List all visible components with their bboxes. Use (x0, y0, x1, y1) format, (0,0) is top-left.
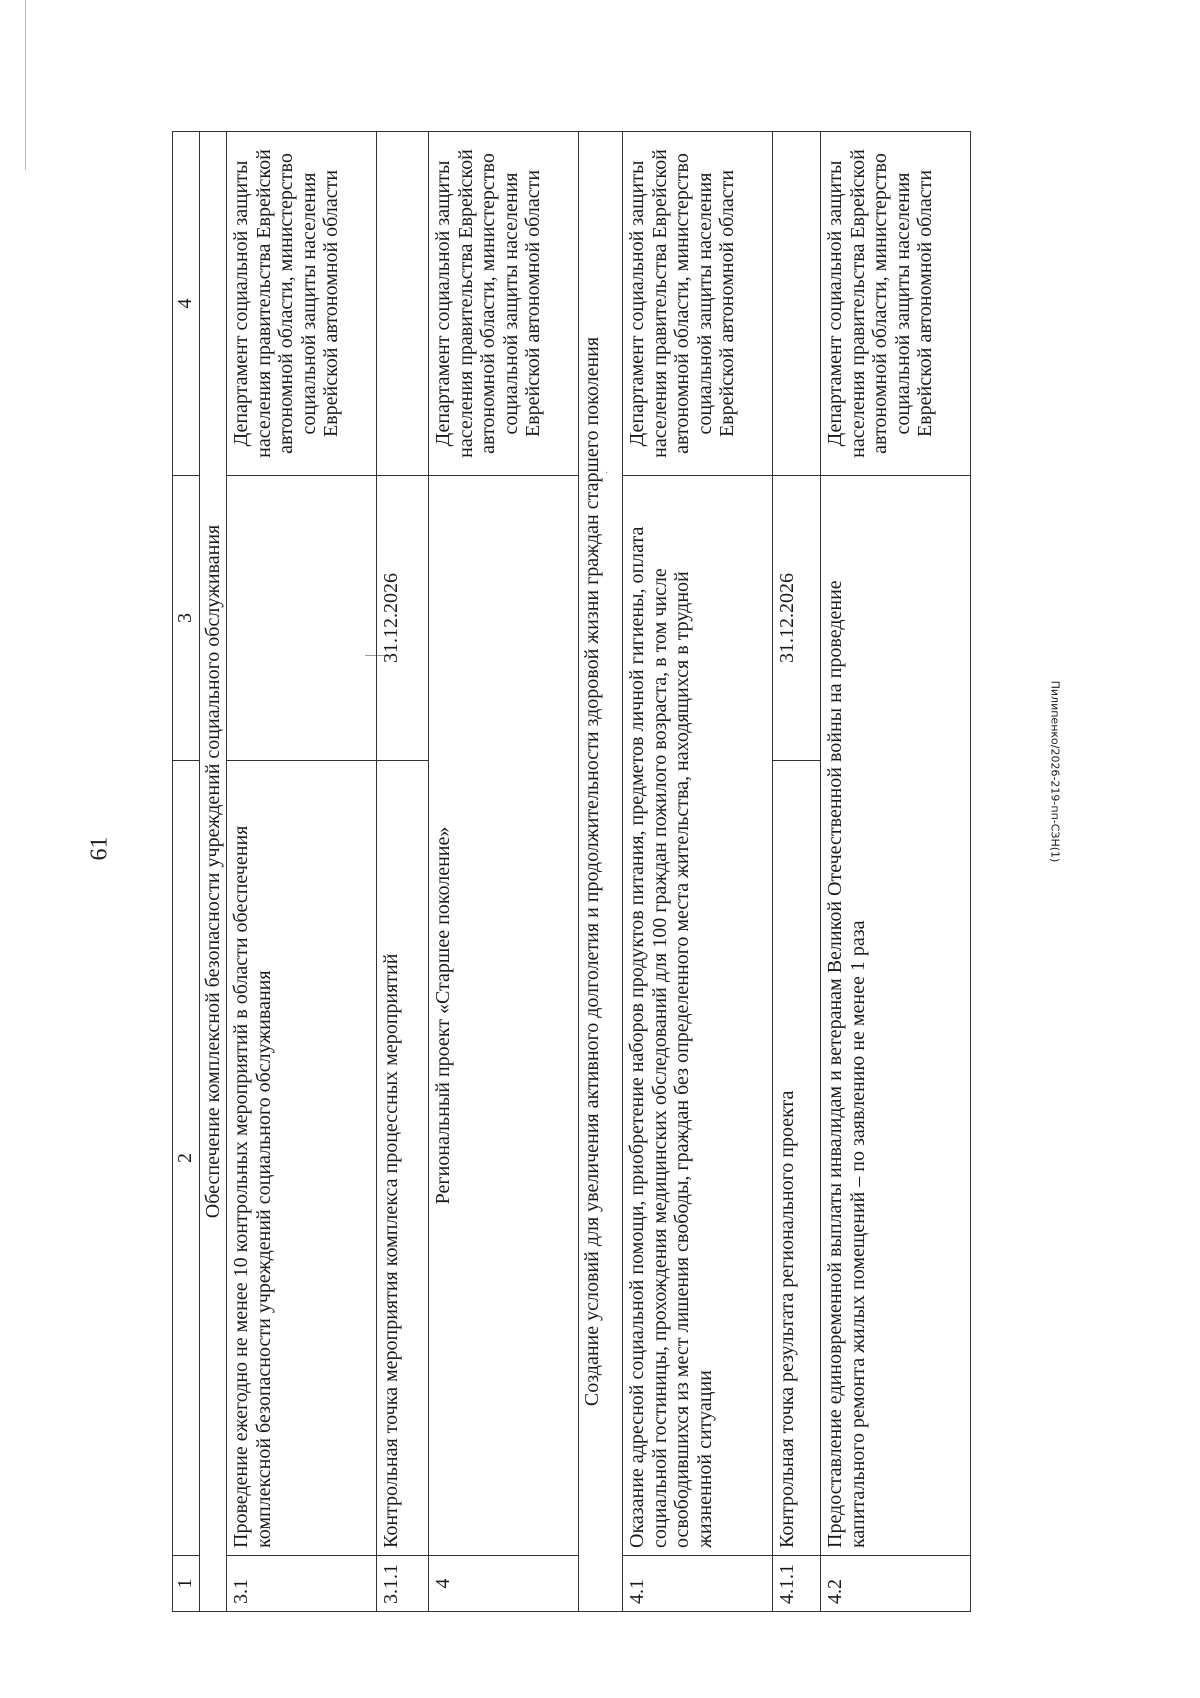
row-number: 3.1 (227, 1556, 377, 1612)
row-responsible: Департамент социальной защиты населения правительства Еврейской автономной области, министерство социальной защиты населения Еврейской автономной области (227, 132, 377, 476)
row-responsible (377, 132, 429, 476)
row-text: Проведение ежегодно не менее 10 контрольных мероприятий в области обеспечения комплексной безопасности учреждений социального обслуживания (227, 761, 377, 1556)
table-header-row (173, 132, 200, 1612)
row-number: 3.1.1 (377, 1556, 429, 1612)
scan-edge-line (25, 0, 26, 170)
row-text: Контрольная точка мероприятия комплекса процессных мероприятий (377, 761, 429, 1556)
table-row (821, 132, 971, 1612)
row-number: 4.1.1 (773, 1556, 821, 1612)
header-cell: 1 (173, 1556, 200, 1612)
table-row (623, 132, 773, 1612)
row-responsible: Департамент социальной защиты населения правительства Еврейской автономной области, министерство социальной защиты населения Еврейской автономной области (623, 132, 773, 476)
page-number: 61 (86, 836, 113, 861)
table-row (773, 132, 821, 1612)
row-number: 4 (429, 1556, 579, 1612)
header-cell: 4 (173, 132, 200, 476)
row-date (227, 476, 377, 761)
header-cell: 2 (173, 761, 200, 1556)
row-text: Региональный проект «Старшее поколение» (429, 476, 579, 1556)
row-responsible (773, 132, 821, 476)
row-responsible: Департамент социальной защиты населения правительства Еврейской автономной области, министерство социальной защиты населения Еврейской автономной области (821, 132, 971, 476)
section-title: Обеспечение комплексной безопасности учреждений социального обслуживания (200, 132, 227, 1612)
row-number: 4.2 (821, 1556, 971, 1612)
table-row (377, 132, 429, 1612)
row-text: Контрольная точка результата регионального проекта (773, 761, 821, 1556)
section-row (200, 132, 227, 1612)
row-date: 31.12.2026 (773, 476, 821, 761)
section-title: Создание условий для увеличения активного долголетия и продолжительности здоровой жизни граждан старшего поколения (579, 132, 623, 1612)
row-responsible: Департамент социальной защиты населения правительства Еврейской автономной области, министерство социальной защиты населения Еврейской автономной области (429, 132, 579, 476)
row-text: Предоставление единовременной выплаты инвалидам и ветеранам Великой Отечественной войны на проведение капитального ремонта жилых помещений – по заявлению не менее 1 раза (821, 476, 971, 1556)
table-row (227, 132, 377, 1612)
footer-code: Пилипенко/2026-219-пп-СЗН(1) (1048, 680, 1062, 863)
row-number: 4.1 (623, 1556, 773, 1612)
rotated-table-container (172, 132, 1062, 1612)
row-text: Оказание адресной социальной помощи, приобретение наборов продуктов питания, предметов личной гигиены, оплата социальной гостиницы, прохождения медицинских обследований для 100 граждан пожилого возраста, в том числе освободившихся из мест лишения свободы, граждан без определенного места жительства, находящихся в трудной жизненной ситуации (623, 476, 773, 1556)
scan-dot: · (605, 468, 609, 479)
table-row (429, 132, 579, 1612)
plan-table (172, 131, 971, 1612)
row-date: 31.12.2026 (377, 476, 429, 761)
header-cell: 3 (173, 476, 200, 761)
section-row (579, 132, 623, 1612)
